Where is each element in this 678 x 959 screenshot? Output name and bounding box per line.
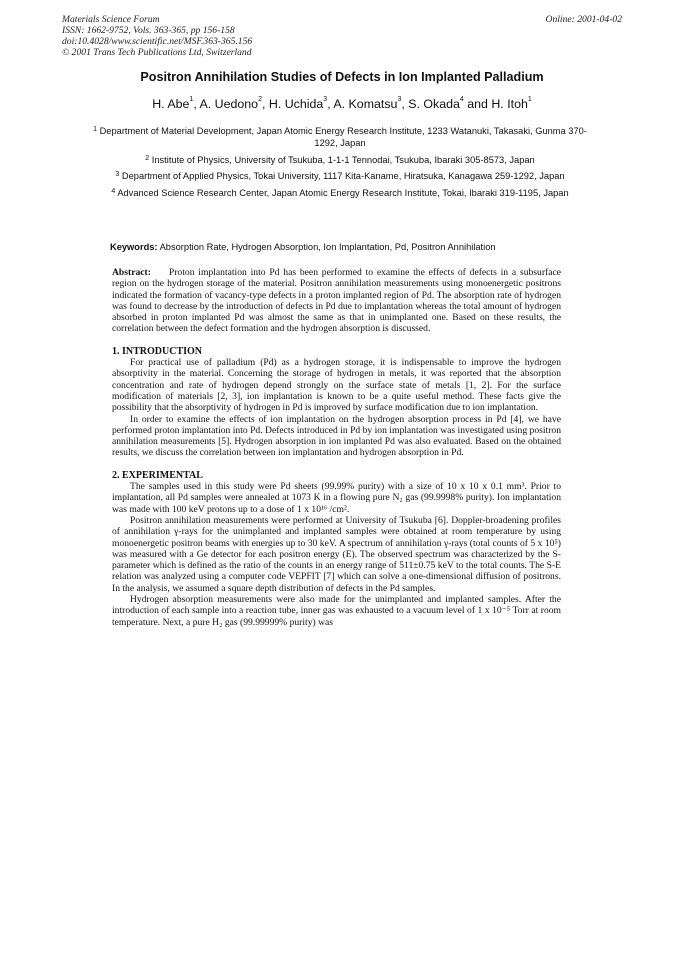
affiliation: $^3$ Department of Applied Physics, Tokai University, 1117 Kita-Kaname, Hiratsuka, Kanagawa 259-1292, Japan [115,171,565,182]
author: H. Abe$^1$, [152,96,200,111]
journal-header [62,14,622,58]
affiliation: $^1$ Department of Material Development, Japan Atomic Energy Research Institute, 1233 Watanuki, Takasaki, Gunma 370-1292, Japan [93,126,587,149]
doi-line: doi:10.4028/www.scientific.net/MSF.363-365.156 [62,36,253,47]
paragraph: Hydrogen absorption measurements were also made for the unimplanted and implanted samples. After the introduction of each sample into a reaction tube, inner gas was exhausted to a vacuum level of 1 x 10⁻⁵ Torr at room temperature. Next, a pure H₂ gas (99.99999% purity) was [112,594,561,628]
keywords-label: Keywords: [110,242,158,252]
paragraph: The samples used in this study were Pd sheets (99.99% purity) with a size of 10 x 10 x 0.1 mm³. Prior to implantation, all Pd samples were annealed at 1073 K in a flowing pure N₂ gas (99.9998% purity). Ion implantation was made with 100 keV protons up to a dose of 1 x 10¹⁶ /cm². [112,481,561,515]
paragraph: Positron annihilation measurements were performed at University of Tsukuba [6]. Doppler-broadening profiles of annihilation γ-rays for the unimplanted and implanted samples were obtained at room temperature by using monoenergetic positron beams with energies up to 30 keV. A spectrum of annihilation γ-rays (total counts of 5 x 10⁵) was measured with a Ge detector for each positron energy (E). The observed spectrum was characterized by the S-parameter which is defined as the ratio of the counts in an energy range of 511±0.75 keV to the total counts. The S-E relation was analyzed using a computer code VEPFIT [7] which can solve a one-dimensional diffusion of positrons. In the analysis, we assumed a square depth distribution of defects in the Pd samples. [112,514,561,594]
copyright-line: © 2001 Trans Tech Publications Ltd, Switzerland [62,47,252,58]
author: H. Uchida$^3$, [268,96,334,111]
affiliation-list [90,125,590,203]
affiliation: $^2$ Institute of Physics, University of Tsukuba, 1-1-1 Tennodai, Tsukuba, Ibaraki 305-8573, Japan [145,154,535,165]
section-heading: 1. INTRODUCTION [112,345,203,357]
abstract-label: Abstract: [112,267,151,278]
author: A. Komatsu$^3$, [333,96,409,111]
paragraph: For practical use of palladium (Pd) as a hydrogen storage, it is indispensable to improve the hydrogen absorptivity in the material. Concerning the storage of hydrogen in metals, it was reported that the absorption concentration and rate of hydrogen depend strongly on the surface state of metals [1, 2]. For the surface modification of materials [2, 3], ion implantation is known to be a quite useful method. These facts give the possibility that the absorptivity of hydrogen in Pd is improved by surface modification due to ion implantation. [112,357,561,414]
paragraph: In order to examine the effects of ion implantation on the hydrogen absorption process in Pd [4], we have performed proton implantation into Pd. Defects introduced in Pd by ion implantation was investigated using positron annihilation measurements [5]. Hydrogen absorption in ion implanted Pd was also evaluated. Based on the obtained results, we discuss the correlation between ion implantation and hydrogen absorption in Pd. [112,413,561,459]
abstract-text: Proton implantation into Pd has been performed to examine the effects of defects in a subsurface region on the hydrogen storage of the material. Positron annihilation measurements using monoenergetic positrons indicated the formation of vacancy-type defects in a proton implanted region of Pd. The absorption rate of hydrogen was found to decrease by the introduction of defects in Pd due to implantation whereas the total amount of hydrogen absorbed in proton implanted Pd was almost the same as that in unimplanted one. Based on these results, the correlation between the defect formation and the hydrogen absorption is discussed. [112,267,561,335]
journal-name: Materials Science Forum [62,14,160,25]
author-list [62,97,622,111]
affiliation: $^4$ Advanced Science Research Center, Japan Atomic Energy Research Institute, Tokai, Ibaraki 319-1195, Japan [111,187,569,198]
author: H. Itoh$^1$ [491,96,532,111]
section-heading: 2. EXPERIMENTAL [112,469,203,481]
author: S. Okada$^4$ and [408,96,492,111]
paper-body [112,267,561,628]
paper-title: Positron Annihilation Studies of Defects in Ion Implanted Palladium [140,70,544,84]
author: A. Uedono$^2$, [199,96,269,111]
keywords-text: Absorption Rate, Hydrogen Absorption, Ion Implantation, Pd, Positron Annihilation [159,242,496,252]
keywords [110,242,570,252]
issn-line: ISSN: 1662-9752, Vols. 363-365, pp 156-158 [62,25,235,36]
online-date: Online: 2001-04-02 [545,14,622,25]
abstract [112,267,561,335]
